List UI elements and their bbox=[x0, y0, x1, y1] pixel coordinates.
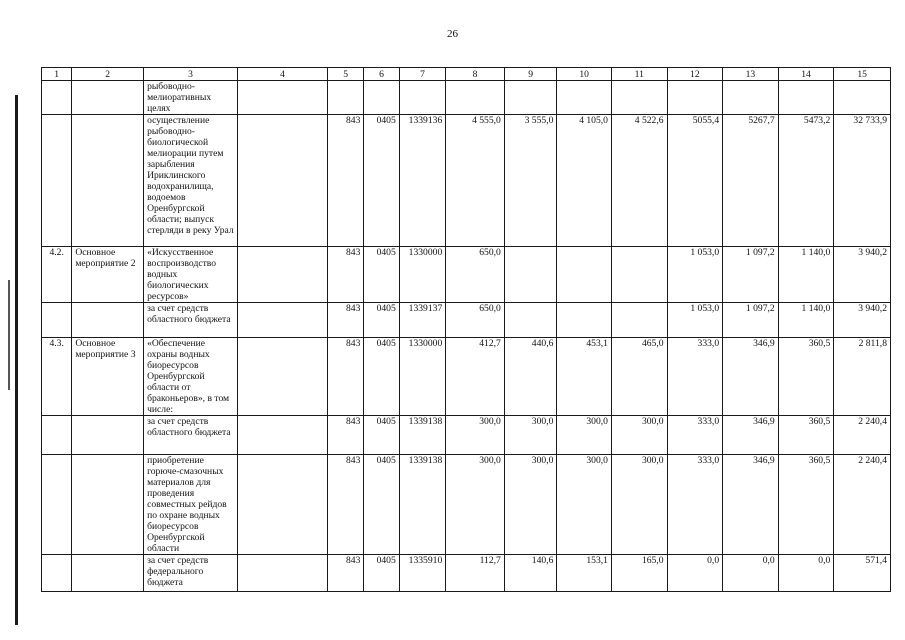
table-cell-col9: 440,6 bbox=[504, 338, 557, 416]
table-cell-col8: 300,0 bbox=[446, 416, 505, 455]
table-cell-col9 bbox=[504, 81, 557, 115]
table-cell-col15: 3 940,2 bbox=[834, 303, 891, 338]
table-cell-col7: 1339136 bbox=[399, 115, 445, 247]
table-cell-col7: 1339138 bbox=[399, 455, 445, 555]
table-cell-col14 bbox=[778, 81, 834, 115]
table-cell-col2 bbox=[72, 555, 144, 592]
table-cell-col7 bbox=[399, 81, 445, 115]
table-cell-col3: за счет средств областного бюджета bbox=[144, 416, 238, 455]
table-cell-col15: 3 940,2 bbox=[834, 247, 891, 303]
table-cell-col11 bbox=[611, 247, 667, 303]
column-header-2: 2 bbox=[72, 68, 144, 81]
table-cell-col10 bbox=[557, 247, 612, 303]
table-cell-col10: 300,0 bbox=[557, 416, 612, 455]
table-cell-col3: «Обеспечение охраны водных биоресурсов Оренбургской области от браконьеров», в том числе: bbox=[144, 338, 238, 416]
table-cell-col2 bbox=[72, 455, 144, 555]
table-cell-col2: Основное мероприятие 2 bbox=[72, 247, 144, 303]
table-cell-col6: 0405 bbox=[364, 303, 399, 338]
table-cell-col13: 1 097,2 bbox=[723, 303, 779, 338]
table-cell-col10: 153,1 bbox=[557, 555, 612, 592]
table-cell-col8 bbox=[446, 81, 505, 115]
table-cell-col5: 843 bbox=[328, 416, 364, 455]
table-cell-col6: 0405 bbox=[364, 338, 399, 416]
table-cell-col8: 650,0 bbox=[446, 247, 505, 303]
table-cell-col12: 1 053,0 bbox=[667, 303, 723, 338]
table-cell-col13: 346,9 bbox=[723, 455, 779, 555]
table-cell-col5: 843 bbox=[328, 247, 364, 303]
table-row bbox=[42, 338, 891, 416]
table-cell-col15: 32 733,9 bbox=[834, 115, 891, 247]
table-cell-col4 bbox=[238, 303, 328, 338]
table-cell-col14: 1 140,0 bbox=[778, 303, 834, 338]
table-cell-col11: 165,0 bbox=[611, 555, 667, 592]
table-cell-col15: 571,4 bbox=[834, 555, 891, 592]
table-cell-col1 bbox=[42, 555, 72, 592]
table-row bbox=[42, 81, 891, 115]
table-cell-col4 bbox=[238, 455, 328, 555]
table-cell-col15: 2 811,8 bbox=[834, 338, 891, 416]
table-cell-col4 bbox=[238, 555, 328, 592]
table-cell-col13: 346,9 bbox=[723, 416, 779, 455]
column-header-7: 7 bbox=[399, 68, 445, 81]
table-cell-col9 bbox=[504, 303, 557, 338]
column-header-6: 6 bbox=[364, 68, 399, 81]
table-cell-col5: 843 bbox=[328, 303, 364, 338]
table-cell-col12: 333,0 bbox=[667, 455, 723, 555]
table-cell-col5: 843 bbox=[328, 338, 364, 416]
table-cell-col12: 1 053,0 bbox=[667, 247, 723, 303]
table-cell-col4 bbox=[238, 81, 328, 115]
column-header-14: 14 bbox=[778, 68, 834, 81]
table-cell-col7: 1335910 bbox=[399, 555, 445, 592]
budget-table bbox=[41, 67, 891, 592]
table-cell-col5: 843 bbox=[328, 455, 364, 555]
table-cell-col3: «Искусственное воспроизводство водных биологических ресурсов» bbox=[144, 247, 238, 303]
table-cell-col10: 453,1 bbox=[557, 338, 612, 416]
table-cell-col10 bbox=[557, 81, 612, 115]
table-header-row bbox=[42, 68, 891, 81]
scan-binding-edge-secondary bbox=[8, 280, 10, 390]
table-cell-col6: 0405 bbox=[364, 416, 399, 455]
table-cell-col15: 2 240,4 bbox=[834, 455, 891, 555]
table-cell-col8: 412,7 bbox=[446, 338, 505, 416]
column-header-13: 13 bbox=[723, 68, 779, 81]
table-cell-col4 bbox=[238, 115, 328, 247]
table-cell-col13: 1 097,2 bbox=[723, 247, 779, 303]
table-cell-col13: 5267,7 bbox=[723, 115, 779, 247]
table-cell-col3: рыбоводно-мелиоративных целях bbox=[144, 81, 238, 115]
table-cell-col14: 360,5 bbox=[778, 338, 834, 416]
table-cell-col15: 2 240,4 bbox=[834, 416, 891, 455]
column-header-4: 4 bbox=[238, 68, 328, 81]
table-cell-col15 bbox=[834, 81, 891, 115]
table-cell-col10: 4 105,0 bbox=[557, 115, 612, 247]
table-cell-col13: 0,0 bbox=[723, 555, 779, 592]
column-header-5: 5 bbox=[328, 68, 364, 81]
table-cell-col12: 333,0 bbox=[667, 416, 723, 455]
table-cell-col12: 0,0 bbox=[667, 555, 723, 592]
table-cell-col13 bbox=[723, 81, 779, 115]
table-cell-col10 bbox=[557, 303, 612, 338]
table-row bbox=[42, 247, 891, 303]
table-cell-col2: Основное мероприятие 3 bbox=[72, 338, 144, 416]
table-row bbox=[42, 455, 891, 555]
column-header-15: 15 bbox=[834, 68, 891, 81]
column-header-1: 1 bbox=[42, 68, 72, 81]
table-cell-col1 bbox=[42, 303, 72, 338]
table-cell-col9 bbox=[504, 247, 557, 303]
table-cell-col1: 4.2. bbox=[42, 247, 72, 303]
table-cell-col7: 1339138 bbox=[399, 416, 445, 455]
table-cell-col1 bbox=[42, 115, 72, 247]
table-cell-col7: 1339137 bbox=[399, 303, 445, 338]
column-header-12: 12 bbox=[667, 68, 723, 81]
table-cell-col11: 465,0 bbox=[611, 338, 667, 416]
table-cell-col10: 300,0 bbox=[557, 455, 612, 555]
table-cell-col12: 333,0 bbox=[667, 338, 723, 416]
table-cell-col8: 112,7 bbox=[446, 555, 505, 592]
table-cell-col12: 5055,4 bbox=[667, 115, 723, 247]
column-header-11: 11 bbox=[611, 68, 667, 81]
column-header-9: 9 bbox=[504, 68, 557, 81]
table-cell-col2 bbox=[72, 416, 144, 455]
table-cell-col14: 360,5 bbox=[778, 416, 834, 455]
table-cell-col4 bbox=[238, 338, 328, 416]
table-cell-col6 bbox=[364, 81, 399, 115]
table-cell-col11: 4 522,6 bbox=[611, 115, 667, 247]
table-cell-col3: осуществление рыбоводно-биологической мелиорации путем зарыбления Ириклинского водохранилища, водоемов Оренбургской области; выпуск стерляди в реку Урал bbox=[144, 115, 238, 247]
table-cell-col3: за счет средств областного бюджета bbox=[144, 303, 238, 338]
table-cell-col1 bbox=[42, 416, 72, 455]
table-row bbox=[42, 303, 891, 338]
scan-binding-edge bbox=[15, 95, 18, 625]
table-cell-col6: 0405 bbox=[364, 455, 399, 555]
table-cell-col14: 360,5 bbox=[778, 455, 834, 555]
table-cell-col12 bbox=[667, 81, 723, 115]
table-cell-col1: 4.3. bbox=[42, 338, 72, 416]
table-cell-col9: 140,6 bbox=[504, 555, 557, 592]
table-cell-col8: 4 555,0 bbox=[446, 115, 505, 247]
table-cell-col11: 300,0 bbox=[611, 416, 667, 455]
table-row bbox=[42, 555, 891, 592]
table-cell-col5: 843 bbox=[328, 555, 364, 592]
table-row bbox=[42, 416, 891, 455]
table-cell-col3: за счет средств федерального бюджета bbox=[144, 555, 238, 592]
table-cell-col5 bbox=[328, 81, 364, 115]
table-cell-col2 bbox=[72, 303, 144, 338]
table-cell-col14: 0,0 bbox=[778, 555, 834, 592]
table-cell-col4 bbox=[238, 247, 328, 303]
column-header-8: 8 bbox=[446, 68, 505, 81]
table-cell-col7: 1330000 bbox=[399, 247, 445, 303]
table-cell-col8: 650,0 bbox=[446, 303, 505, 338]
table-row bbox=[42, 115, 891, 247]
table-cell-col9: 3 555,0 bbox=[504, 115, 557, 247]
table-cell-col11 bbox=[611, 81, 667, 115]
table-cell-col6: 0405 bbox=[364, 555, 399, 592]
table-body bbox=[42, 81, 891, 592]
table-cell-col3: приобретение горюче-смазочных материалов для проведения совместных рейдов по охране водных биоресурсов Оренбургской области bbox=[144, 455, 238, 555]
table-cell-col14: 1 140,0 bbox=[778, 247, 834, 303]
page-number: 26 bbox=[447, 28, 458, 40]
table-cell-col4 bbox=[238, 416, 328, 455]
table-cell-col2 bbox=[72, 81, 144, 115]
table-cell-col2 bbox=[72, 115, 144, 247]
table-cell-col9: 300,0 bbox=[504, 455, 557, 555]
table-cell-col7: 1330000 bbox=[399, 338, 445, 416]
table-cell-col14: 5473,2 bbox=[778, 115, 834, 247]
table-cell-col8: 300,0 bbox=[446, 455, 505, 555]
table-cell-col6: 0405 bbox=[364, 115, 399, 247]
table-cell-col13: 346,9 bbox=[723, 338, 779, 416]
table-cell-col6: 0405 bbox=[364, 247, 399, 303]
table-cell-col5: 843 bbox=[328, 115, 364, 247]
table-cell-col1 bbox=[42, 81, 72, 115]
table-cell-col1 bbox=[42, 455, 72, 555]
column-header-10: 10 bbox=[557, 68, 612, 81]
table-cell-col11 bbox=[611, 303, 667, 338]
table-cell-col9: 300,0 bbox=[504, 416, 557, 455]
column-header-3: 3 bbox=[144, 68, 238, 81]
table-cell-col11: 300,0 bbox=[611, 455, 667, 555]
